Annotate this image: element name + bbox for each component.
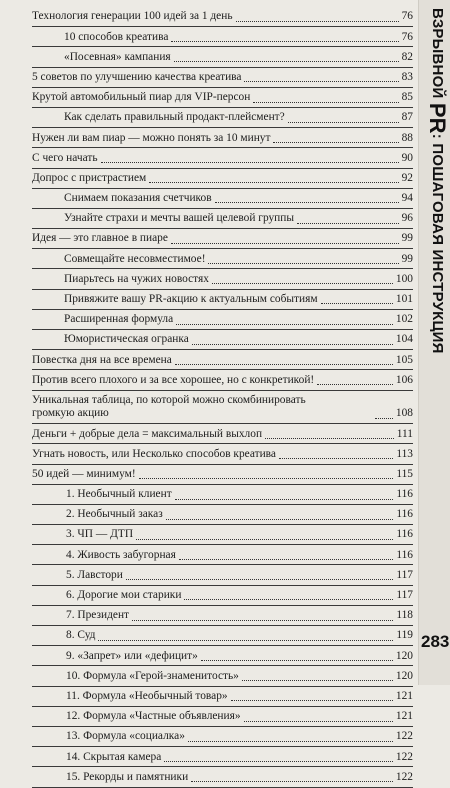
dot-leader bbox=[375, 417, 393, 419]
toc-entry-title: 9. «Запрет» или «дефицит» bbox=[66, 649, 198, 662]
toc-entry-title: Снимаем показания счетчиков bbox=[64, 192, 212, 205]
toc-entry-page: 90 bbox=[401, 151, 413, 164]
toc-entry bbox=[32, 485, 413, 505]
toc-entry bbox=[32, 169, 413, 189]
toc-entry-title: 50 идей — минимум! bbox=[32, 467, 136, 480]
toc-entry bbox=[32, 148, 413, 168]
toc-entry-page: 82 bbox=[401, 50, 413, 63]
toc-entry bbox=[32, 586, 413, 606]
page-number: 283 bbox=[421, 632, 450, 651]
toc-entry-title: 1. Необычный клиент bbox=[66, 488, 172, 501]
toc-entry bbox=[32, 525, 413, 545]
dot-leader bbox=[191, 780, 393, 782]
toc-entry-title: 14. Скрытая камера bbox=[66, 750, 162, 763]
toc-entry-title: «Посевная» кампания bbox=[64, 50, 171, 63]
toc-entry-page: 122 bbox=[395, 750, 413, 763]
dot-leader bbox=[288, 121, 399, 123]
toc-entry-page: 76 bbox=[401, 30, 413, 43]
toc-entry-title: 5 советов по улучшению качества креатива bbox=[32, 70, 242, 83]
toc-entry-page: 105 bbox=[395, 353, 413, 366]
toc-entry-title: 8. Суд bbox=[66, 629, 96, 642]
toc-entry-title: Повестка дня на все времена bbox=[32, 353, 172, 366]
dot-leader bbox=[317, 383, 393, 385]
toc-entry-title: Совмещайте несовместимое! bbox=[64, 252, 206, 265]
dot-leader bbox=[242, 679, 393, 681]
toc-entry-title: Крутой автомобильный пиар для VIP-персон bbox=[32, 91, 251, 104]
dot-leader bbox=[164, 760, 393, 762]
toc-entry-page: 115 bbox=[396, 467, 413, 480]
toc-entry-title: Допрос с пристрастием bbox=[32, 171, 147, 184]
toc-entry-title: 12. Формула «Частные объявления» bbox=[66, 710, 241, 723]
running-title-part-2: : ПОШАГОВАЯ ИНСТРУКЦИЯ bbox=[429, 133, 446, 354]
toc-entry-page: 108 bbox=[395, 407, 413, 420]
dot-leader bbox=[215, 201, 399, 203]
dot-leader bbox=[176, 323, 393, 325]
toc-entry bbox=[32, 444, 413, 464]
toc-entry-page: 113 bbox=[396, 447, 413, 460]
dot-leader bbox=[321, 302, 393, 304]
dot-leader bbox=[273, 141, 398, 143]
dot-leader bbox=[201, 659, 393, 661]
dot-leader bbox=[175, 363, 393, 365]
toc-entry-title: Пиарьтесь на чужих новостях bbox=[64, 272, 209, 285]
toc-entry bbox=[32, 424, 413, 444]
dot-leader bbox=[236, 20, 399, 22]
toc-entry bbox=[32, 707, 413, 727]
dot-leader bbox=[171, 242, 399, 244]
dot-leader bbox=[265, 437, 394, 439]
dot-leader bbox=[136, 538, 393, 540]
toc-entry-title: 15. Рекорды и памятники bbox=[66, 770, 189, 783]
dot-leader bbox=[171, 40, 398, 42]
toc-entry-title: Узнайте страхи и мечты вашей целевой группы bbox=[64, 212, 295, 225]
toc-entry bbox=[32, 269, 413, 289]
toc-entry-page: 116 bbox=[396, 488, 413, 501]
toc-entry-page: 118 bbox=[396, 609, 413, 622]
toc-entry-title: Технология генерации 100 идей за 1 день bbox=[32, 10, 233, 23]
dot-leader bbox=[212, 282, 393, 284]
toc-entry-page: 92 bbox=[401, 171, 413, 184]
running-title-part-1: ВЗРЫВНОЙ bbox=[429, 8, 446, 103]
toc-entry bbox=[32, 189, 413, 209]
toc-entry-page: 100 bbox=[395, 272, 413, 285]
running-title-pr: PR bbox=[425, 102, 450, 134]
toc-entry-title: 11. Формула «Необычный товар» bbox=[66, 689, 228, 702]
toc-entry bbox=[32, 47, 413, 67]
toc-entry-page: 111 bbox=[396, 427, 413, 440]
dot-leader bbox=[149, 181, 398, 183]
dot-leader bbox=[244, 720, 393, 722]
toc-entry-page: 120 bbox=[395, 649, 413, 662]
toc-entry-title: Угнать новость, или Несколько способов креатива bbox=[32, 447, 276, 460]
dot-leader bbox=[126, 578, 393, 580]
toc-entry-page: 99 bbox=[401, 232, 413, 245]
toc-entry-page: 88 bbox=[401, 131, 413, 144]
toc-entry-page: 122 bbox=[395, 770, 413, 783]
table-of-contents bbox=[32, 7, 413, 788]
dot-leader bbox=[244, 80, 398, 82]
dot-leader bbox=[297, 222, 399, 224]
toc-entry bbox=[32, 565, 413, 585]
toc-entry-page: 102 bbox=[395, 313, 413, 326]
toc-entry-title: 6. Дорогие мои старики bbox=[66, 589, 182, 602]
toc-entry-title: Уникальная таблица, по которой можно скомбинировать громкую акцию bbox=[32, 393, 306, 420]
dot-leader bbox=[279, 457, 393, 459]
toc-entry-title: Расширенная формула bbox=[64, 313, 174, 326]
toc-entry bbox=[32, 666, 413, 686]
toc-entry-page: 117 bbox=[396, 568, 413, 581]
toc-entry bbox=[32, 249, 413, 269]
toc-entry-title: Как сделать правильный продакт-плейсмент? bbox=[64, 111, 285, 124]
toc-entry bbox=[32, 310, 413, 330]
toc-entry-title: 10. Формула «Герой-знаменитость» bbox=[66, 669, 239, 682]
toc-entry bbox=[32, 330, 413, 350]
toc-entry bbox=[32, 505, 413, 525]
toc-entry bbox=[32, 27, 413, 47]
toc-entry bbox=[32, 767, 413, 787]
toc-entry-title: 7. Президент bbox=[66, 609, 130, 622]
toc-entry bbox=[32, 229, 413, 249]
toc-entry-title: 10 способов креатива bbox=[64, 30, 169, 43]
dot-leader bbox=[175, 498, 394, 500]
toc-entry-title: 3. ЧП — ДТП bbox=[66, 528, 134, 541]
toc-entry bbox=[32, 88, 413, 108]
toc-entry-page: 104 bbox=[395, 333, 413, 346]
toc-entry-page: 101 bbox=[395, 293, 413, 306]
toc-entry-page: 116 bbox=[396, 508, 413, 521]
dot-leader bbox=[184, 598, 393, 600]
toc-entry-page: 96 bbox=[401, 212, 413, 225]
dot-leader bbox=[174, 60, 399, 62]
dot-leader bbox=[179, 558, 393, 560]
toc-entry-title: Юмористическая огранка bbox=[64, 333, 189, 346]
toc-entry-page: 117 bbox=[396, 589, 413, 602]
toc-entry-page: 83 bbox=[401, 70, 413, 83]
toc-entry-page: 119 bbox=[396, 629, 413, 642]
dot-leader bbox=[192, 343, 393, 345]
toc-entry-title: Идея — это главное в пиаре bbox=[32, 232, 168, 245]
toc-entry bbox=[32, 68, 413, 88]
toc-entry-title: 13. Формула «социалка» bbox=[66, 730, 185, 743]
toc-entry-title: Нужен ли вам пиар — можно понять за 10 минут bbox=[32, 131, 271, 144]
dot-leader bbox=[132, 619, 393, 621]
toc-entry-title: Против всего плохого и за все хорошее, но с конкретикой! bbox=[32, 373, 315, 386]
toc-entry-page: 85 bbox=[401, 91, 413, 104]
toc-entry-page: 120 bbox=[395, 669, 413, 682]
toc-entry-title: 2. Необычный заказ bbox=[66, 508, 163, 521]
dot-leader bbox=[101, 161, 399, 163]
dot-leader bbox=[98, 639, 393, 641]
dot-leader bbox=[253, 101, 398, 103]
toc-entry bbox=[32, 290, 413, 310]
toc-entry-page: 99 bbox=[401, 252, 413, 265]
toc-entry bbox=[32, 727, 413, 747]
toc-entry bbox=[32, 747, 413, 767]
toc-entry-page: 121 bbox=[395, 689, 413, 702]
toc-entry-title: Привяжите вашу PR-акцию к актуальным событиям bbox=[64, 293, 318, 306]
toc-entry-title: С чего начать bbox=[32, 151, 98, 164]
toc-entry bbox=[32, 545, 413, 565]
dot-leader bbox=[139, 477, 394, 479]
dot-leader bbox=[208, 262, 398, 264]
toc-entry bbox=[32, 391, 413, 425]
toc-entry bbox=[32, 626, 413, 646]
toc-entry bbox=[32, 606, 413, 626]
toc-entry bbox=[32, 209, 413, 229]
toc-entry-page: 122 bbox=[395, 730, 413, 743]
toc-entry bbox=[32, 108, 413, 128]
toc-entry-page: 116 bbox=[396, 528, 413, 541]
dot-leader bbox=[166, 518, 394, 520]
toc-entry-page: 87 bbox=[401, 111, 413, 124]
toc-entry-page: 106 bbox=[395, 373, 413, 386]
toc-entry bbox=[32, 370, 413, 390]
toc-entry-page: 76 bbox=[401, 10, 413, 23]
toc-entry bbox=[32, 465, 413, 485]
dot-leader bbox=[188, 740, 393, 742]
toc-entry-title: 4. Живость забугорная bbox=[66, 548, 176, 561]
toc-entry-page: 116 bbox=[396, 548, 413, 561]
toc-entry-title: Деньги + добрые дела = максимальный выхлоп bbox=[32, 427, 263, 440]
toc-entry bbox=[32, 7, 413, 27]
toc-entry bbox=[32, 646, 413, 666]
running-title bbox=[424, 8, 450, 354]
toc-entry bbox=[32, 687, 413, 707]
toc-entry-page: 94 bbox=[401, 192, 413, 205]
dot-leader bbox=[231, 699, 393, 701]
toc-entry bbox=[32, 350, 413, 370]
toc-entry-page: 121 bbox=[395, 710, 413, 723]
toc-entry-title: 5. Лавстори bbox=[66, 568, 123, 581]
toc-entry bbox=[32, 128, 413, 148]
